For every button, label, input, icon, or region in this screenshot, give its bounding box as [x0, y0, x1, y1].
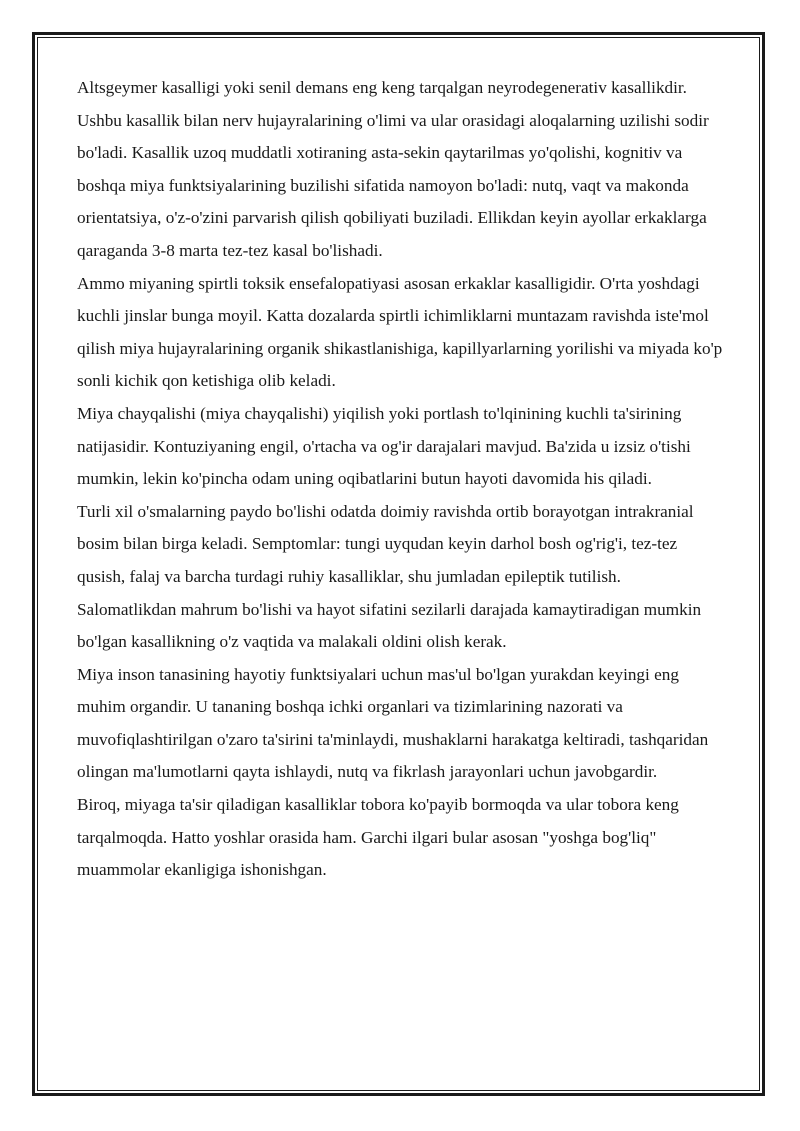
paragraph-tumors: Turli xil o'smalarning paydo bo'lishi odatda doimiy ravishda ortib borayotgan intrakranial bosim bilan birga keladi. Semptomlar: tungi uyqudan keyin darhol bosh og'rig'i, tez-tez qusish, falaj va barcha turdagi ruhiy kasalliklar, shu jumladan epileptik tutilish. [77, 501, 694, 586]
paragraph-alzheimers: Altsgeymer kasalligi yoki senil demans eng keng tarqalgan neyrodegenerativ kasallikdir. Ushbu kasallik bilan nerv hujayralarining o'limi va ular orasidagi aloqalarning uzilishi sodir bo'ladi. Kasallik uzoq muddatli xotiraning asta-sekin qaytarilmas yo'qolishi, kognitiv va boshqa miya funktsiyalarining buzilishi sifatida namoyon bo'ladi: nutq, vaqt va makonda orientatsiya, o'z-o'zini parvarish qilish qobiliyati buziladi. Ellikdan keyin ayollar erkaklarga qaraganda 3-8 marta tez-tez kasal bo'lishadi. [77, 78, 709, 260]
paragraph-concussion: Miya chayqalishi (miya chayqalishi) yiqilish yoki portlash to'lqinining kuchli ta'sirining natijasidir. Kontuziyaning engil, o'rtacha va og'ir darajalari mavjud. Ba'zida u izsiz o'tishi mumkin, lekin ko'pincha odam uning oqibatlarini butun hayoti davomida his qiladi. [77, 403, 691, 489]
paragraph-brain-function: Miya inson tanasining hayotiy funktsiyalari uchun mas'ul bo'lgan yurakdan keyingi eng muhim organdir. U tananing boshqa ichki organlari va tizimlarining nazorati va muvofiqlashtirilgan o'zaro ta'sirini ta'minlaydi, mushaklarni harakatga keltiradi, tashqaridan olingan ma'lumotlarni qayta ishlaydi, nutq va fikrlash jarayonlari uchun javobgardir. [77, 664, 709, 782]
paragraph-prevention: Salomatlikdan mahrum bo'lishi va hayot sifatini sezilarli darajada kamaytiradigan mumkin bo'lgan kasallikning o'z vaqtida va malakali oldini olish kerak. [77, 599, 702, 652]
document-body [77, 72, 727, 887]
paragraph-alcoholic-encephalopathy: Ammo miyaning spirtli toksik ensefalopatiyasi asosan erkaklar kasalligidir. O'rta yoshdagi kuchli jinslar bunga moyil. Katta dozalarda spirtli ichimliklarni muntazam ravishda iste'mol qilish miya hujayralarining organik shikastlanishiga, kapillyarlarning yorilishi va miyada ko'p sonli kichik qon ketishiga olib keladi. [77, 273, 723, 391]
paragraph-prevalence: Biroq, miyaga ta'sir qiladigan kasalliklar tobora ko'payib bormoqda va ular tobora keng tarqalmoqda. Hatto yoshlar orasida ham. Garchi ilgari bular asosan "yoshga bog'liq" muammolar ekanligiga ishonishgan. [77, 795, 679, 880]
